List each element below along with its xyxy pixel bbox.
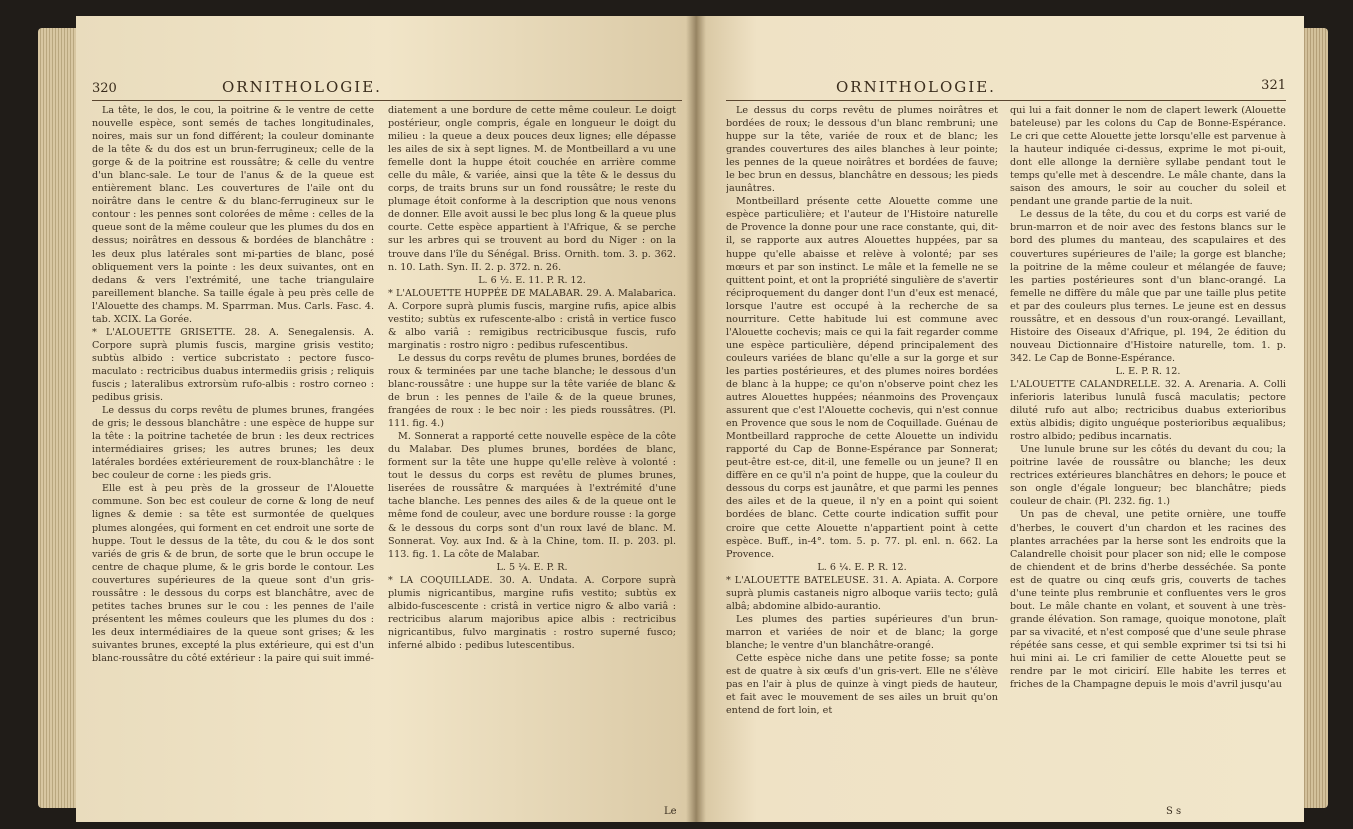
measurements: L. 5 ¼. E. P. R. [496,561,568,573]
left-header-rule [92,100,682,101]
measurements: L. E. P. R. 12. [1115,365,1181,377]
left-header [92,78,682,100]
left-page [76,16,696,822]
right-header-rule [726,100,1286,101]
paragraph: Les plumes des parties supérieures d'un brun-marron et variées de noir et de blanc; la gorge blanche; le ventre d'un blanchâtre-orangé. [726,613,998,651]
left-page-number: 320 [92,81,117,96]
paragraph: Cette espèce niche dans une petite fosse; sa ponte est de quatre à six œufs d'un gris-vert. Elle ne s'élève pas en l'air à plus de quinze à vingt pieds de hauteur, et fait avec le mouvement de ses ailes un bruit qu'on entend de fort loin, et [726,652,998,717]
paragraph: Le dessus du corps revêtu de plumes brunes, frangées de gris; le dessous blanchâtre : une espèce de huppe sur la tête : la poitrine tachetée de brun : les deux rectrices intermédiaires grises; les autres brunes; les deux latérales bordées extérieurement de roux-blanchâtre : le bec couleur de corne : les pieds gris. [92,405,374,482]
species-entry: * L'ALOUETTE HUPPÉE DE MALABAR. 29. A. Malabarica. A. Corpore suprà plumis fuscis, margine rufis, apice albis vestito; subtùs ex rufescente-albo : cristâ in vertice fusco & albo variâ : remigibus rectricibusque fuscis, rufo marginatis : rostro nigro : pedibus rufescentibus. [388,287,676,351]
species-entry: L'ALOUETTE CALANDRELLE. 32. A. Arenaria. A. Colli inferioris lateribus lunulâ fuscâ maculatis; pectore diluté rufo aut albo; rectricibus duabus exterioribus extùs albidis; digito unguéque posterioribus æqualibus; rostro albido; pedibus incarnatis. [1010,378,1286,443]
paragraph: Le dessus de la tête, du cou et du corps est varié de brun-marron et de noir avec des festons blancs sur le bord des plumes du manteau, des scapulaires et des couvertures supérieures de l'aile; la gorge est blanche; la poitrine de la même couleur et mélangée de fauve; les parties postérieures sont d'un blanc-orangé. La femelle ne diffère du mâle que par une taille plus petite et par des couleurs plus ternes. Le jeune est en dessus roussâtre, et en dessous d'un roux-orangé. Levaillant, Histoire des Oiseaux d'Afrique, pl. 194, 2e édition du nouveau Dictionnaire d'Histoire naturelle, tom. 1. p. 342. Le Cap de Bonne-Espérance. [1010,209,1286,364]
open-book [38,8,1328,824]
paragraph: Le dessus du corps revêtu de plumes noirâtres et bordées de roux; le dessous d'un blanc rembruni; une huppe sur la tête, variée de roux et de blanc; les grandes couvertures des ailes blanches à leur pointe; les pennes de la queue noirâtres et bordées de fauve; le bec brun en dessus, blanchâtre en dessous; les pieds jaunâtres. [726,105,998,195]
paragraph: diatement a une bordure de cette même couleur. Le doigt postérieur, ongle compris, égale en longueur le doigt du milieu : la queue a deux pouces deux lignes; elle dépasse les ailes de six à sept lignes. M. de Montbeillard a vu une femelle dont la huppe étoit couchée en arrière comme celle du mâle, & variée, ainsi que la tête & le dessus du corps, de traits bruns sur un fond roussâtre; le reste du plumage étoit conforme à la description que nous venons de donner. Elle avoit aussi le bec plus long & la queue plus courte. Cette espèce appartient à l'Afrique, & se perche sur les arbres qui se trouvent au bord du Niger : on la trouve dans l'île du Sénégal. Briss. Ornith. tom. 3. p. 362. n. 10. Lath. Syn. II. 2. p. 372. n. 26. [388,105,676,273]
page-stack-right [1302,28,1328,808]
book-gutter [686,16,706,822]
paragraph: Montbeillard présente cette Alouette comme une espèce particulière; et l'auteur de l'Histoire naturelle de Provence la donne pour une race constante, qui, dit-il, se rapporte aux autres Alouettes huppées, par sa huppe qu'elle abaisse et relève à volonté; par ses mœurs et par son instinct. Le mâle et la femelle ne se quittent point, et ont la propriété singulière de s'avertir réciproquement du danger dont l'un d'eux est menacé, lorsque l'autre est occupé à la recherche de sa nourriture. Cette habitude lui est commune avec l'Alouette cochevis; mais ce qui la fait regarder comme une espèce particulière, dépend principalement des couleurs variées de blanc qu'elle a sur la gorge et sur les parties postérieures, et des plumes noires bordées de blanc à la huppe; ce qu'on n'observe point chez les autres Alouettes huppées; néanmoins des Provençaux assurent que c'est l'Alouette cochevis, qui n'est connue en Provence que sous le nom de Coquillade. Guénau de Montbeillard rapproche de cette Alouette un individu rapporté du Cap de Bonne-Espérance par Sonnerat; peut-être est-ce, dit-il, une femelle ou un jeune? Il en diffère en ce qu'il n'a point de huppe, que la couleur du dessous du corps est jaunâtre, et que parmi les pennes des ailes et de la queue, il n'y en a point qui soient bordées de blanc. Cette courte indication suffit pour croire que cette Alouette n'appartient point à cette espèce. Buff., in-4°. tom. 5. p. 77. pl. enl. n. 662. La Provence. [726,196,998,560]
paragraph: M. Sonnerat a rapporté cette nouvelle espèce de la côte du Malabar. Des plumes brunes, bordées de blanc, forment sur la tête une huppe qu'elle relève à volonté : tout le dessus du corps est revêtu de plumes brunes, liserées de roussâtre & marquées à l'extrémité d'une tache blanche. Les pennes des ailes & de la queue ont le même fond de couleur, avec une bordure rousse : la gorge & le dessous du corps sont d'un roux lavé de blanc. M. Sonnerat. Voy. aux Ind. & à la Chine, tom. II. p. 203. pl. 113. fig. 1. La côte de Malabar. [388,431,676,560]
paragraph: La tête, le dos, le cou, la poitrine & le ventre de cette nouvelle espèce, sont semés de taches longitudinales, noires, mais sur un fond différent; la couleur dominante de la tête & du dos est un brun-ferrugineux; celle de la gorge & de la poitrine est roussâtre; & celle du ventre d'un blanc-sale. Le tour de l'anus & de la queue est entièrement blanc. Les couvertures de l'aile ont du noirâtre dans le centre & du blanc-ferrugineux sur le contour : les pennes sont colorées de même : celles de la queue sont de la même couleur que les plumes du dos en dessus; noirâtres en dessous & bordées de blanchâtre : les deux plus latérales sont mi-parties de blanc, posé obliquement vers la pointe : les deux suivantes, ont en dedans & vers l'extrémité, une tache triangulaire pareillement blanche. Sa taille égale à peu près celle de l'Alouette des champs. M. Sparrman. Mus. Carls. Fasc. 4. tab. XCIX. La Gorée. [92,105,374,325]
paragraph: qui lui a fait donner le nom de clapert lewerk (Alouette bateleuse) par les colons du Cap de Bonne-Espérance. Le cri que cette Alouette jette lorsqu'elle est parvenue à la hauteur indiquée ci-dessus, exprime le mot pi-ouit, dont elle allonge la dernière syllabe pendant tout le temps qu'elle met à descendre. Le mâle chante, dans la saison des amours, le soir au coucher du soleil et pendant une grande partie de la nuit. [1010,105,1286,208]
page-stack-left [38,28,80,808]
left-column-2 [388,104,676,804]
right-running-head: ORNITHOLOGIE. [836,78,996,96]
paragraph: Le dessus du corps revêtu de plumes brunes, bordées de roux & terminées par une tache blanche; le dessous d'un blanc-roussâtre : une huppe sur la tête variée de blanc & de brun : les pennes de l'aile & de la queue brunes, frangées de roux : le bec noir : les pieds roussâtres. (Pl. 111. fig. 4.) [388,352,676,430]
right-header [726,78,1286,100]
right-column-1 [726,104,998,804]
paragraph: Un pas de cheval, une petite ornière, une touffe d'herbes, le couvert d'un chardon et les racines des plantes arrachées par la herse sont les endroits que la Calandrelle choisit pour placer son nid; elle le compose de chiendent et de brins d'herbe desséchée. Sa ponte est de quatre ou cinq œufs gris, couverts de taches d'une teinte plus rembrunie et confluentes vers le gros bout. Le mâle chante en volant, et souvent à une très-grande élévation. Son ramage, quoique monotone, plaît par sa vivacité, et n'est composé que d'une seule phrase répétée sans cesse, et qui semble exprimer tsi tsi tsi hi hui mini ai. Le cri familier de cette Alouette peut se rendre par le mot ciricirí. Elle habite les terres et friches de la Champagne depuis le mois d'avril jusqu'au [1010,509,1286,691]
right-page-number: 321 [1261,78,1286,93]
measurements: L. 6 ½. E. 11. P. R. 12. [478,274,586,286]
signature-mark: S s [1166,806,1182,817]
left-running-head: ORNITHOLOGIE. [222,78,382,96]
species-entry: * L'ALOUETTE GRISETTE. 28. A. Senegalensis. A. Corpore suprà plumis fuscis, margine grisis vestito; subtùs albido : vertice subcristato : pectore fusco-maculato : rectricibus duabus intermediis grisis ; reliquis fuscis ; lateralibus extrorsùm rufo-albis : rostro corneo : pedibus grisis. [92,326,374,404]
catchword: Le [664,806,677,817]
paragraph: Une lunule brune sur les côtés du devant du cou; la poitrine lavée de roussâtre ou blanche; les deux rectrices extérieures blanchâtres en dehors; le pouce et son ongle d'égale longueur; bec blanchâtre; pieds couleur de chair. (Pl. 232. fig. 1.) [1010,444,1286,508]
paragraph: Elle est à peu près de la grosseur de l'Alouette commune. Son bec est couleur de corne & long de neuf lignes & demie : sa tête est surmontée de quelques plumes alongées, qui forment en cet endroit une sorte de huppe. Tout le dessus de la tête, du cou & le dos sont variés de gris & de brun, de sorte que le brun occupe le centre de chaque plume, & le gris borde le contour. Les couvertures supérieures de la queue sont d'un gris-roussâtre : le dessous du corps est blanchâtre, avec de petites taches brunes sur le cou : les pennes de l'aile présentent les mêmes couleurs que les plumes du dos : les deux intermédiaires de la queue sont grises; & les suivantes brunes, excepté la plus extérieure, qui est d'un blanc-roussâtre du côté extérieur : la paire qui suit immé- [92,483,374,664]
measurements: L. 6 ¼. E. P. R. 12. [817,561,907,573]
right-column-2 [1010,104,1286,804]
species-entry: * LA COQUILLADE. 30. A. Undata. A. Corpore suprà plumis nigricantibus, margine rufis vestito; subtùs ex albido-fuscescente : cristâ in vertice nigro & albo variâ : rectricibus alarum majoribus apice albis : rectricibus nigricantibus, fulvo marginatis : rostro superné fusco; inferné albido : pedibus lutescentibus. [388,574,676,651]
species-entry: * L'ALOUETTE BATELEUSE. 31. A. Apiata. A. Corpore suprà plumis castaneis nigro alboque variis tecto; gulâ albâ; abdomine albido-aurantio. [726,574,998,612]
right-page [696,16,1304,822]
left-column-1 [92,104,374,804]
